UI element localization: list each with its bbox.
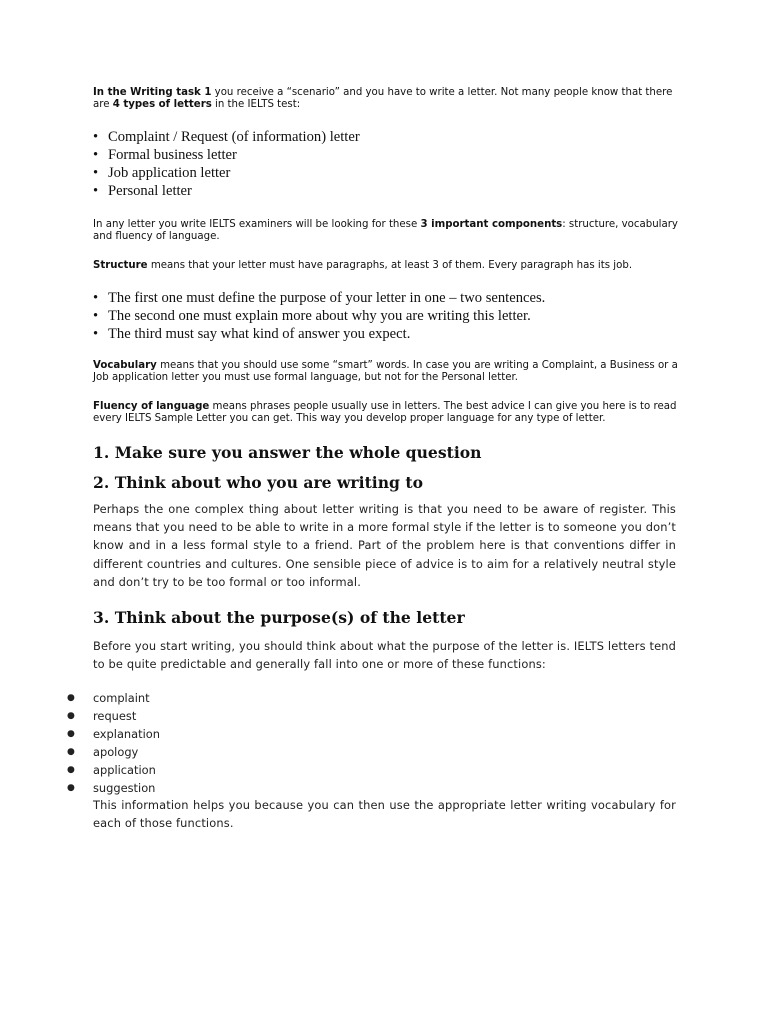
heading-1: 1. Make sure you answer the whole question xyxy=(93,443,482,462)
list-item-text: explanation xyxy=(93,727,160,741)
list-item xyxy=(62,761,160,779)
list-item-text: application xyxy=(93,763,156,777)
bullet-icon: ● xyxy=(67,765,75,775)
bullet-icon: ● xyxy=(67,693,75,703)
bullet-icon: • xyxy=(93,147,99,163)
list-item xyxy=(62,689,160,707)
structure-text: means that your letter must have paragraphs, at least 3 of them. Every paragraph has its job. xyxy=(147,260,633,271)
components-paragraph xyxy=(93,219,678,244)
vocabulary-paragraph xyxy=(93,360,678,385)
list-item xyxy=(62,743,160,761)
list-item xyxy=(62,707,160,725)
bullet-icon: ● xyxy=(67,711,75,721)
bullet-icon: • xyxy=(93,308,99,324)
list-item-text: Personal letter xyxy=(108,183,192,199)
intro-bold-1: In the Writing task 1 xyxy=(93,87,212,98)
register-paragraph: Perhaps the one complex thing about letter writing is that you need to be aware of register. This means that you need to be able to write in a more formal style if the letter is to someone you don’t know and in a less formal style to a friend. Part of the problem here is that conventions differ in different countries and cultures. One sensible piece of advice is to aim for a relatively neutral style and don’t try to be too formal or too informal. xyxy=(93,502,676,589)
paragraph-jobs-list xyxy=(93,289,545,343)
bullet-icon: • xyxy=(93,183,99,199)
functions-list xyxy=(62,689,160,797)
intro-text-2: in the IELTS test: xyxy=(211,99,301,111)
letter-types-list xyxy=(93,128,360,200)
bullet-icon: • xyxy=(93,129,99,145)
components-bold: 3 important components xyxy=(420,219,563,230)
list-item xyxy=(93,325,545,343)
vocabulary-text: means that you should use some “smart” words. In case you are writing a Complaint, a Business or a Job application letter you must use formal language, but not for the Personal letter. xyxy=(93,360,678,384)
list-item-text: suggestion xyxy=(93,781,156,795)
list-item xyxy=(93,128,360,146)
list-item xyxy=(93,146,360,164)
heading-2: 2. Think about who you are writing to xyxy=(93,473,423,492)
bullet-icon: • xyxy=(93,326,99,342)
structure-paragraph xyxy=(93,260,678,272)
heading-3: 3. Think about the purpose(s) of the letter xyxy=(93,608,465,627)
list-item-text: Formal business letter xyxy=(108,147,237,163)
intro-bold-2: 4 types of letters xyxy=(112,99,212,111)
bullet-icon: • xyxy=(93,290,99,306)
list-item-text: Job application letter xyxy=(108,165,231,181)
bullet-icon: ● xyxy=(67,729,75,739)
list-item xyxy=(62,725,160,743)
list-item xyxy=(93,289,545,307)
list-item xyxy=(93,182,360,200)
components-text: In any letter you write IELTS examiners will be looking for these xyxy=(93,219,421,230)
list-item xyxy=(93,164,360,182)
purpose-paragraph: Before you start writing, you should think about what the purpose of the letter is. IELTS letters tend to be quite predictable and generally fall into one or more of these functions: xyxy=(93,639,676,672)
structure-bold: Structure xyxy=(93,260,148,271)
fluency-bold: Fluency of language xyxy=(93,401,210,412)
list-item-text: Complaint / Request (of information) letter xyxy=(108,129,360,145)
list-item-text: The first one must define the purpose of your letter in one – two sentences. xyxy=(108,290,546,306)
list-item-text: The third must say what kind of answer you expect. xyxy=(108,326,411,342)
bullet-icon: ● xyxy=(67,783,75,793)
intro-text-1: you receive a “scenario” and you have to write a letter. Not many people know that there are xyxy=(93,87,673,111)
bullet-icon: ● xyxy=(67,747,75,757)
fluency-text: means phrases people usually use in letters. The best advice I can give you here is to read every IELTS Sample Letter you can get. This way you develop proper language for any type of letter. xyxy=(93,401,677,425)
list-item-text: apology xyxy=(93,745,139,759)
list-item xyxy=(93,307,545,325)
components-text-2: : structure, vocabulary and fluency of language. xyxy=(93,219,678,243)
list-item-text: The second one must explain more about why you are writing this letter. xyxy=(108,308,531,324)
list-item-text: request xyxy=(93,709,137,723)
list-item-text: complaint xyxy=(93,691,150,705)
intro-paragraph xyxy=(93,87,678,112)
vocabulary-bold: Vocabulary xyxy=(93,360,157,371)
fluency-paragraph xyxy=(93,401,678,426)
list-item xyxy=(62,779,160,797)
closing-paragraph: This information helps you because you can then use the appropriate letter writing vocabulary for each of those functions. xyxy=(93,798,676,831)
bullet-icon: • xyxy=(93,165,99,181)
